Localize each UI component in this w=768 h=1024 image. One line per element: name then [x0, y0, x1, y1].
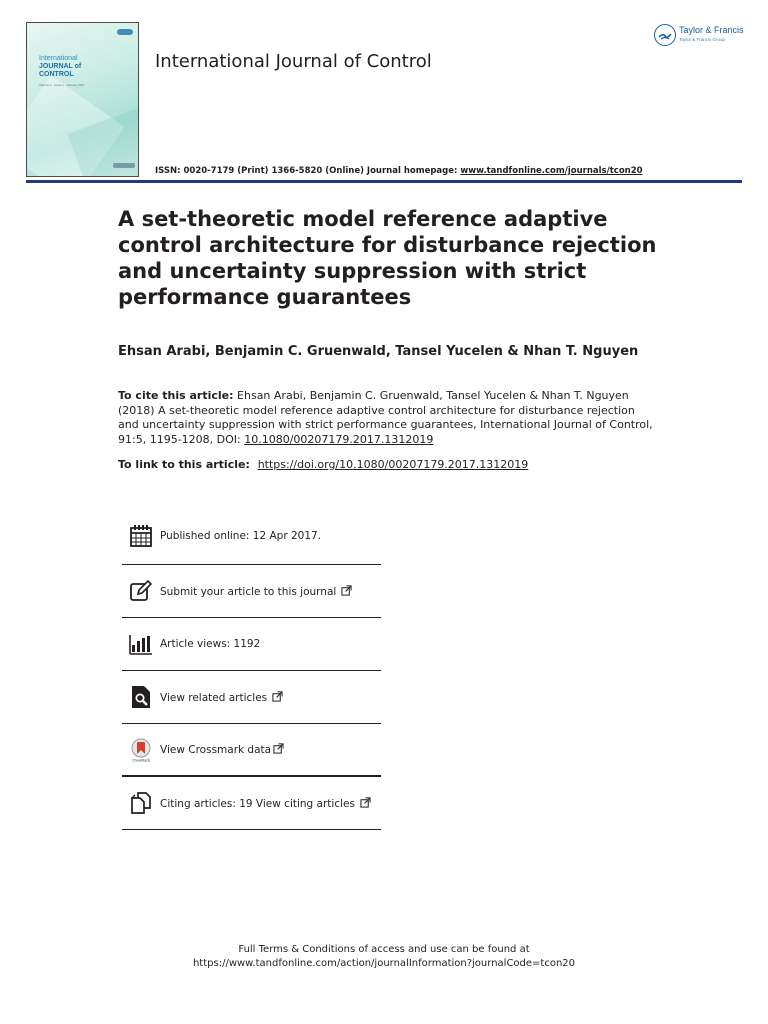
crossmark-logo-text: CrossMark — [132, 758, 150, 762]
article-doi-url-link[interactable]: https://doi.org/10.1080/00207179.2017.1312019 — [257, 458, 529, 471]
citing-articles-item[interactable] — [122, 777, 381, 830]
citation-block — [118, 389, 653, 447]
article-info-list — [122, 508, 381, 830]
journal-cover-image — [26, 22, 139, 177]
citation-label: To cite this article: — [118, 389, 234, 402]
submit-article-link[interactable]: Submit your article to this journal — [160, 585, 337, 598]
submit-article-item[interactable] — [122, 565, 381, 618]
external-link-icon — [341, 585, 352, 596]
cover-title — [39, 55, 129, 79]
citation-text: Ehsan Arabi, Benjamin C. Gruenwald, Tansel Yucelen & Nhan T. Nguyen (2018) A set-theoretic model reference adaptive control architecture for disturbance rejection and uncertainty suppression with strict performance guarantees, International Journal of Control, 91:5, 1195-1208, DOI: — [118, 389, 653, 446]
terms-footer — [0, 943, 768, 971]
related-articles-item[interactable] — [122, 671, 381, 724]
article-authors: Ehsan Arabi, Benjamin C. Gruenwald, Tansel Yucelen & Nhan T. Nguyen — [118, 344, 639, 359]
terms-url-link[interactable]: https://www.tandfonline.com/action/journalInformation?journalCode=tcon20 — [192, 958, 576, 969]
header-divider — [26, 180, 742, 183]
journal-title: International Journal of Control — [155, 51, 432, 72]
issn-text: ISSN: 0020-7179 (Print) 1366-5820 (Online) Journal homepage: — [155, 166, 461, 176]
calendar-icon — [127, 522, 155, 550]
publisher-icon — [654, 24, 676, 46]
crossmark-icon — [127, 736, 155, 764]
cover-title-line: JOURNAL of — [39, 63, 82, 70]
edit-icon — [127, 577, 155, 605]
external-link-icon — [360, 797, 371, 808]
crossmark-link[interactable]: View Crossmark data — [160, 744, 272, 756]
terms-text: Full Terms & Conditions of access and use can be found at — [238, 944, 530, 955]
bar-chart-icon — [127, 630, 155, 658]
published-online-item — [122, 508, 381, 565]
cover-title-line: International — [39, 55, 78, 62]
article-link-line — [118, 458, 678, 471]
issn-line — [155, 166, 643, 176]
article-title: A set-theoretic model reference adaptive control architecture for disturbance rejection and uncertainty suppression with strict performance guarantees — [118, 207, 657, 309]
cover-title-line: CONTROL — [39, 71, 74, 78]
published-online-text: Published online: 12 Apr 2017. — [160, 530, 322, 542]
crossmark-item[interactable] — [122, 724, 381, 777]
external-link-icon — [272, 691, 283, 702]
cover-meta: Volume 1 · Issue 1 · January 2017 — [39, 83, 85, 87]
external-link-icon — [273, 743, 284, 754]
article-views-item — [122, 618, 381, 671]
document-search-icon — [127, 683, 155, 711]
article-link-label: To link to this article: — [118, 458, 254, 471]
publisher-subname: Taylor & Francis Group — [679, 37, 726, 42]
publisher-name: Taylor & Francis — [679, 25, 744, 35]
cover-publisher-logo — [113, 163, 135, 168]
cover-publisher-logo — [117, 29, 133, 35]
copy-pages-icon — [127, 789, 155, 817]
journal-homepage-link[interactable]: www.tandfonline.com/journals/tcon20 — [460, 166, 643, 176]
doi-link[interactable]: 10.1080/00207179.2017.1312019 — [244, 432, 434, 446]
article-views-text: Article views: 1192 — [160, 638, 261, 650]
citing-articles-link[interactable]: Citing articles: 19 View citing articles — [160, 797, 355, 810]
related-articles-link[interactable]: View related articles — [160, 691, 268, 704]
publisher-logo — [654, 22, 744, 48]
